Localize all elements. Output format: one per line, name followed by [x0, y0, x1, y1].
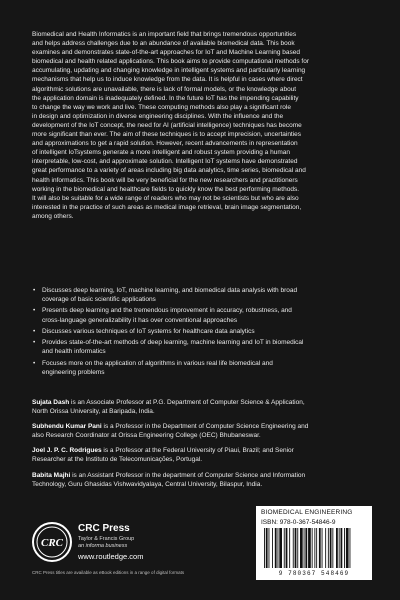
barcode-bar [330, 528, 332, 568]
feature-bullet-line: • Focuses more on the application of algorithms in various real life biomedical and [42, 359, 273, 367]
author-bio [32, 446, 370, 464]
barcode-bar [295, 528, 297, 568]
publisher-name: CRC Press [78, 523, 130, 534]
barcode-bar [316, 528, 317, 568]
logo-text: CRC [40, 537, 64, 549]
barcode-bar [346, 528, 349, 568]
description-line: of intelligent IoTsystems generate a more intelligent and robust system providing a human [32, 149, 290, 157]
description-line: health informatics. This book will be very beneficial for the new researchers and practitioners [32, 176, 298, 184]
author-bio-line [32, 407, 370, 416]
author-bio [32, 398, 370, 416]
publisher-subtitle: an informa business [78, 543, 128, 549]
author-bio-line [32, 431, 370, 440]
barcode-bar [312, 528, 313, 568]
barcode-bar [278, 528, 279, 568]
barcode-bar [297, 528, 298, 568]
barcode-bar [322, 528, 323, 568]
author-name: Babita Majhi [32, 471, 71, 479]
crc-press-logo [32, 522, 72, 562]
barcode-bar [328, 528, 329, 568]
author-bio-text: is a Professor in the Department of Computer Science Engineering and [101, 423, 309, 431]
barcode-bar [319, 528, 321, 568]
publisher-block [32, 519, 192, 567]
author-bio-line [32, 446, 370, 455]
description-line: among others. [32, 212, 74, 220]
feature-bullet-line: engineering problems [42, 368, 105, 376]
barcode-bar [293, 528, 294, 568]
feature-bullet-line: • Presents deep learning and the tremendous improvement in accuracy, robustness, and [42, 307, 292, 315]
description-line: and approximations to get a rapid solution. However, recent advancements in representation [32, 140, 298, 148]
feature-bullet-line: coverage of basic scientific applications [42, 296, 156, 304]
barcode-bar [272, 528, 273, 568]
author-bio [32, 422, 370, 440]
author-bio-line [32, 471, 370, 480]
author-bio-text: Researcher at the Instituto de Telecomunicações, Portugal. [32, 456, 203, 464]
barcode-bar [304, 528, 305, 568]
feature-bullet-line: • Discusses deep learning, IoT, machine learning, and biomedical data analysis with broad [42, 287, 298, 294]
feature-bullet-line: • Provides state-of-the-art methods of deep learning, machine learning and IoT in biomedical [42, 339, 304, 347]
barcode-bar [300, 528, 303, 568]
barcode-bar [279, 528, 282, 568]
author-bio [32, 471, 370, 489]
barcode-bar [289, 528, 290, 568]
description-line: accumulating, updating and changing knowledge in intelligent systems and particularly learning [32, 67, 306, 75]
feature-list [32, 286, 370, 379]
author-bio-text: is a Professor at the Federal University of Piaui, Brazil; and Senior [101, 447, 294, 455]
author-bio-line [32, 422, 370, 431]
description-line: biomedical and health related applications. This book aims to provide computational methods for [32, 58, 310, 66]
author-bio-text: is an Assistant Professor in the department of Computer Science and Information [70, 471, 306, 479]
description-line: in design and optimization in diverse engineering disciplines. With the influence and the [32, 112, 284, 120]
barcode-bar [336, 528, 338, 568]
description-line: It will also be suitable for a wide range of readers who may not be scientists but who are also [32, 194, 299, 202]
author-bio-text: North Orissa University, at Baripada, India. [32, 408, 155, 416]
barcode-panel [256, 506, 372, 580]
description-line: working in the biomedical and healthcare fields to quickly know the best performing methods. [32, 185, 300, 193]
description-line: mechanisms that help us to induce knowledge from the data. It is helpful in cases where direct [32, 76, 303, 84]
barcode-bar [339, 528, 340, 568]
description-line: the application domain is inadequately defined. In the future IoT has the impending capability [32, 94, 299, 102]
barcode-bar [308, 528, 311, 568]
author-bio-text: also Research Coordinator at Orissa Engineering College (OEC) Bhubaneswar. [32, 432, 261, 440]
feature-bullet [32, 359, 370, 377]
subject-category: BIOMEDICAL ENGINEERING [261, 509, 353, 516]
description-line: great performance to a variety of areas including big data analytics, time series, biomedical and [32, 167, 306, 175]
barcode-bar [275, 528, 277, 568]
author-name: Sujata Dash [32, 399, 70, 406]
author-bio-line [32, 480, 370, 489]
barcode-digits: 9 780367 548469 [278, 570, 350, 577]
author-name: Joel J. P. C. Rodrigues [32, 447, 102, 455]
feature-bullet [32, 327, 370, 336]
author-bio-line [32, 455, 370, 464]
publisher-group: Taylor & Francis Group [78, 536, 135, 542]
ebook-footnote: CRC Press titles are available as eBook editions in a range of digital formats [32, 570, 185, 575]
author-bio-text: Technology, Guru Ghasidas Vishwavidyalaya, Central University, Bilaspur, India. [32, 480, 263, 488]
publisher-url[interactable]: www.routledge.com [78, 552, 144, 561]
description-line: to change the way we work and live. These computing methods also play a significant role [32, 103, 291, 111]
barcode-bar [284, 528, 285, 568]
barcode-bar [266, 528, 268, 568]
isbn-label: ISBN: 978-0-367-54846-9 [261, 519, 336, 526]
barcode-bar [344, 528, 345, 568]
author-bios [32, 398, 370, 495]
author-name: Subhendu Kumar Pani [32, 423, 102, 431]
description-line: interested in the practice of such areas as medical image retrieval, brain image segmentation, [32, 203, 302, 211]
barcode-bar [269, 528, 270, 568]
barcode-bar [314, 528, 315, 568]
feature-bullet [32, 338, 370, 356]
barcode-bar [341, 528, 343, 568]
description-line: more significant than ever. The aim of these techniques is to accept imprecision, uncertainties [32, 131, 302, 139]
feature-bullet [32, 286, 370, 304]
feature-bullet-line: and health informatics [42, 348, 106, 356]
feature-bullet-line: • Discusses various techniques of IoT systems for healthcare data analytics [42, 327, 255, 335]
description-line: Biomedical and Health Informatics is an important field that brings tremendous opportunities [32, 31, 297, 38]
feature-bullet-line: cross-language generalizability it has over conventional approaches [42, 316, 238, 324]
barcode-bar [332, 528, 333, 568]
barcode-graphic [260, 528, 368, 572]
description-line: algorithmic solutions are unavailable, there is lack of formal models, or the knowledge about [32, 85, 297, 93]
barcode-bar [325, 528, 326, 568]
author-bio-text: is an Associate Professor at P.G. Department of Computer Science & Application, [69, 399, 305, 406]
author-bio-line [32, 398, 370, 407]
description-line: and helps address challenges due to an abundance of available biomedical data. This book [32, 40, 295, 48]
barcode-bar [350, 528, 351, 568]
barcode-bar [264, 528, 265, 568]
book-description [32, 30, 370, 221]
barcode-bar [286, 528, 288, 568]
barcode-bar [305, 528, 307, 568]
feature-bullet [32, 306, 370, 324]
description-line: examines and demonstrates state-of-the-art approaches for IoT and Machine Learning based [32, 49, 300, 57]
description-line: development of the IoT concept, the need for AI (artificial intelligence) techniques has become [32, 121, 302, 129]
description-line: interpretable, low-cost, and approximate solution. Intelligent IoT systems have demonstrated [32, 158, 298, 166]
